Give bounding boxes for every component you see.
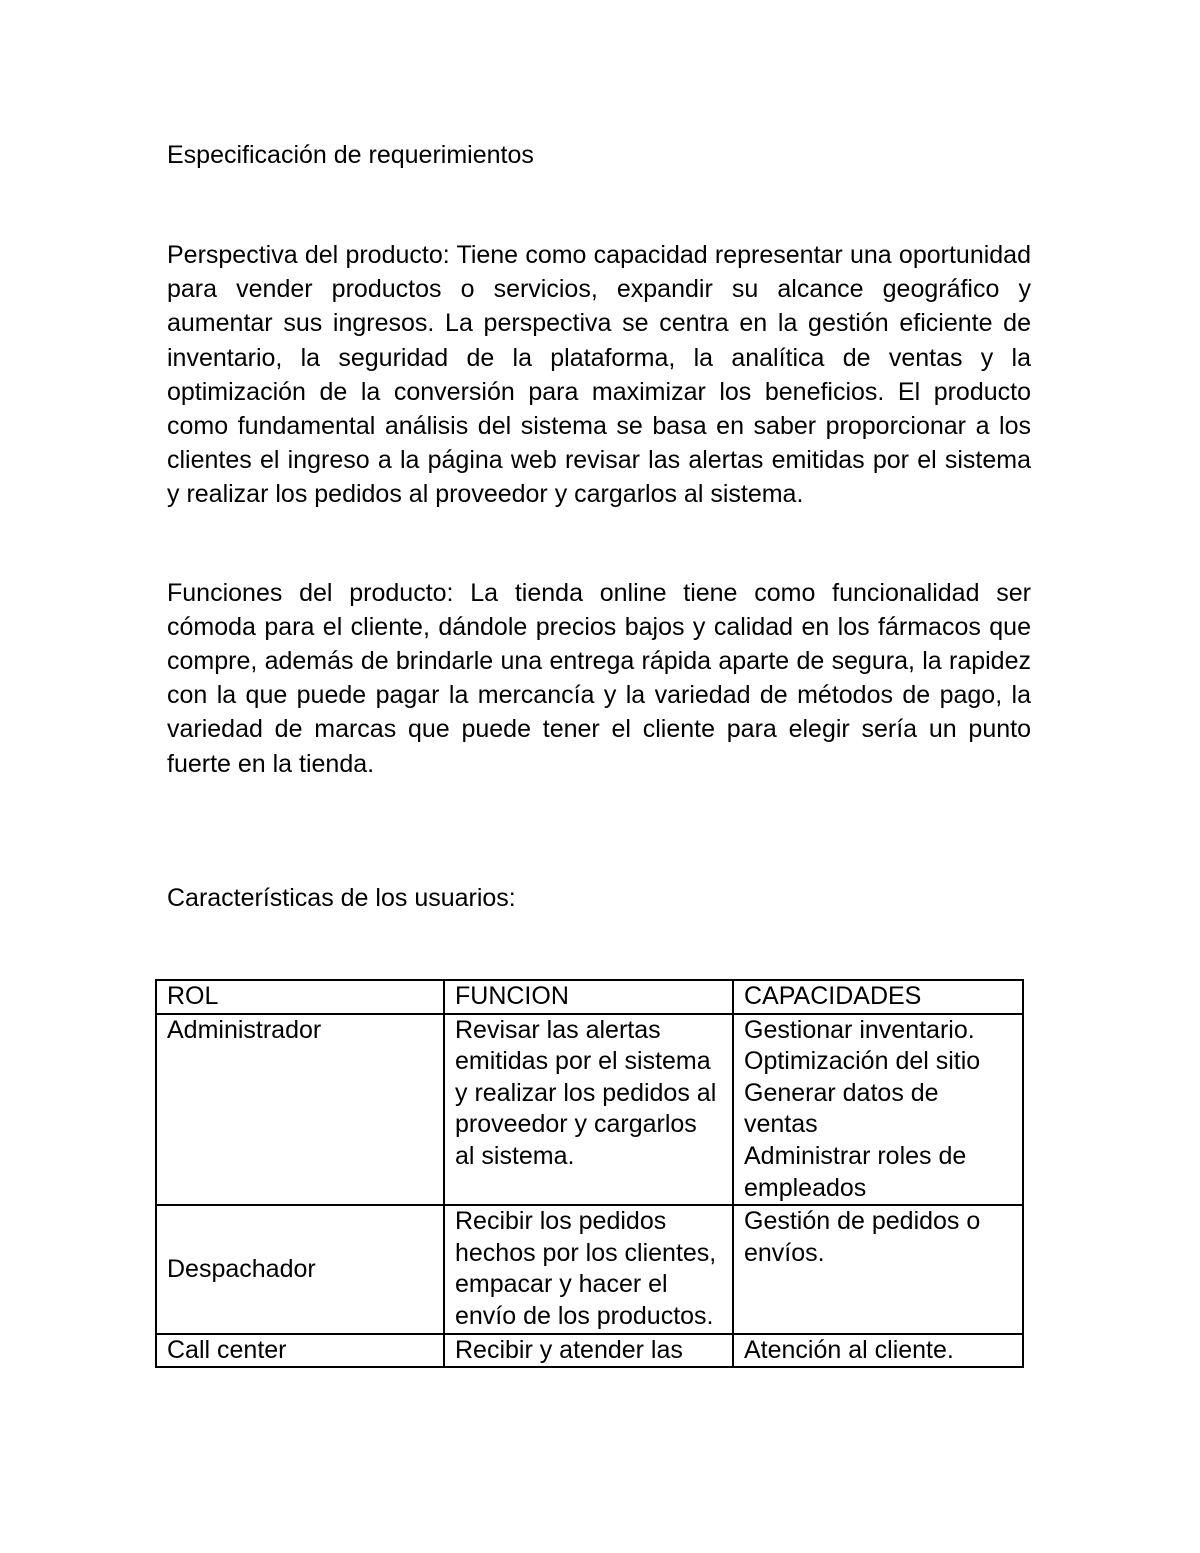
- header-funcion: FUNCION: [444, 980, 733, 1014]
- table-row: [156, 1205, 1023, 1333]
- cell-funcion: Revisar las alertas emitidas por el sistema y realizar los pedidos al proveedor y cargarlos al sistema.: [444, 1014, 733, 1206]
- document-title: Especificación de requerimientos: [167, 141, 534, 169]
- capacity-item: Generar datos de ventas: [744, 1078, 939, 1139]
- document-body: [167, 138, 1031, 915]
- capacity-item: Optimización del sitio: [744, 1047, 981, 1076]
- user-roles-table: [155, 979, 1024, 1368]
- capacity-item: Gestión de pedidos o envíos.: [744, 1207, 981, 1267]
- header-capacidades: CAPACIDADES: [733, 980, 1023, 1014]
- table-row: [156, 1014, 1023, 1206]
- capacity-item: Gestionar inventario.: [744, 1015, 975, 1044]
- cell-capacidades: [733, 1014, 1023, 1206]
- product-perspective-paragraph: Perspectiva del producto: Tiene como capacidad representar una oportunidad para vender productos o servicios, expandir su alcance geográfico y aumentar sus ingresos. La perspectiva se centra en la gestión eficiente de inventario, la seguridad de la plataforma, la analítica de ventas y la optimización de la conversión para maximizar los beneficios. El producto como fundamental análisis del sistema se basa en saber proporcionar a los clientes el ingreso a la página web revisar las alertas emitidas por el sistema y realizar los pedidos al proveedor y cargarlos al sistema.: [167, 241, 1031, 509]
- header-rol: ROL: [156, 980, 444, 1014]
- capacity-item: Administrar roles de empleados: [744, 1141, 967, 1202]
- users-characteristics-heading: Características de los usuarios:: [167, 883, 516, 912]
- cell-funcion: Recibir y atender las: [444, 1334, 733, 1368]
- product-functions-paragraph: Funciones del producto: La tienda online tiene como funcionalidad ser cómoda para el cliente, dándole precios bajos y calidad en los fármacos que compre, además de brindarle una entrega rápida aparte de segura, la rapidez con la que puede pagar la mercancía y la variedad de métodos de pago, la variedad de marcas que puede tener el cliente para elegir sería un punto fuerte en la tienda.: [167, 578, 1031, 778]
- cell-capacidades: [733, 1205, 1023, 1333]
- table-row: [156, 1334, 1023, 1368]
- cell-capacidades: [733, 1334, 1023, 1368]
- cell-rol: Despachador: [156, 1205, 444, 1333]
- table-header-row: [156, 980, 1023, 1014]
- cell-rol: Call center: [156, 1334, 444, 1368]
- cell-funcion: Recibir los pedidos hechos por los clientes, empacar y hacer el envío de los productos.: [444, 1205, 733, 1333]
- cell-rol: Administrador: [156, 1014, 444, 1206]
- capacity-item: Atención al cliente.: [744, 1335, 954, 1364]
